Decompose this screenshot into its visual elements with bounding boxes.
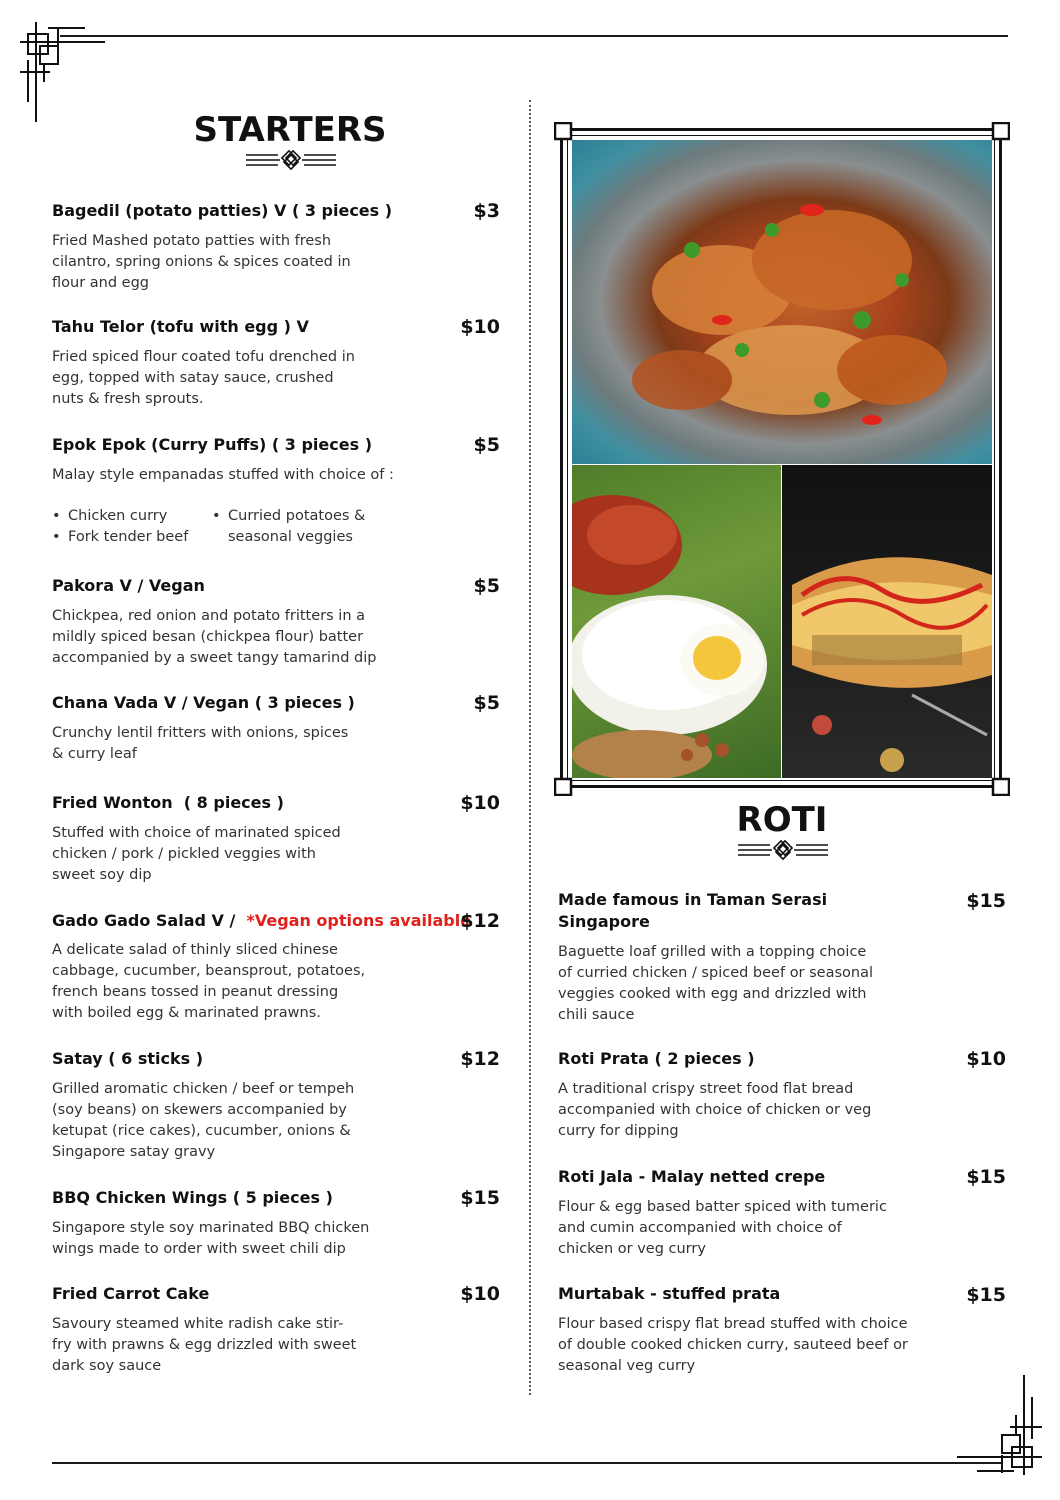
menu-item-name (52, 910, 471, 932)
menu-item-price: $15 (966, 890, 1006, 912)
menu-item-description: Baguette loaf grilled with a topping choice of curried chicken / spiced beef or seasonal veggies cooked with egg and drizzled with chili sauce (558, 944, 874, 1023)
corner-ornament-bottom-right-icon (952, 1375, 1042, 1480)
menu-item-name: Satay ( 6 sticks ) (52, 1049, 204, 1068)
menu-item-description: Malay style empanadas stuffed with choice of : (52, 467, 394, 483)
menu-item-price: $12 (460, 1048, 500, 1070)
menu-item-name: Epok Epok (Curry Puffs) ( 3 pieces ) (52, 435, 372, 454)
list-item: • Fork tender beef (52, 527, 202, 548)
menu-item-description: Crunchy lentil fritters with onions, spices & curry leaf (52, 725, 349, 762)
menu-item-price: $15 (460, 1187, 500, 1209)
menu-item-price: $10 (460, 792, 500, 814)
menu-item-description: Flour based crispy flat bread stuffed with choice of double cooked chicken curry, sauteed beef or seasonal veg curry (558, 1316, 908, 1374)
menu-item-description: Savoury steamed white radish cake stir-fry with prawns & egg drizzled with sweet dark soy sauce (52, 1316, 357, 1374)
column-divider (529, 100, 531, 1395)
menu-item-description: Flour & egg based batter spiced with tumeric and cumin accompanied with choice of chicken or veg curry (558, 1199, 887, 1257)
menu-item-name: BBQ Chicken Wings ( 5 pieces ) (52, 1188, 333, 1207)
menu-item-description: Fried Mashed potato patties with fresh cilantro, spring onions & spices coated in flour and egg (52, 233, 351, 291)
menu-item-description: Chickpea, red onion and potato fritters in a mildly spiced besan (chickpea flour) batter accompanied by a sweet tangy tamarind dip (52, 608, 377, 666)
top-rule (60, 35, 1008, 37)
menu-item-description: Grilled aromatic chicken / beef or tempeh (soy beans) on skewers accompanied by ketupat (rice cakes), cucumber, onions & Singapore satay gravy (52, 1081, 355, 1160)
photo-chili-crab (572, 140, 992, 464)
menu-item-name: Fried Carrot Cake (52, 1284, 210, 1303)
photo-nasi-lemak (572, 465, 781, 778)
list-item: • Curried potatoes & seasonal veggies (212, 506, 372, 548)
options-list (212, 506, 372, 548)
menu-item-price: $5 (473, 434, 500, 456)
menu-item-price: $10 (460, 316, 500, 338)
menu-item-name: Fried Wonton ( 8 pieces ) (52, 793, 284, 812)
list-item: • Chicken curry (52, 506, 202, 527)
menu-item-price: $15 (966, 1166, 1006, 1188)
bottom-rule (52, 1462, 1002, 1464)
menu-item-name: Murtabak - stuffed prata (558, 1284, 781, 1303)
starters-heading: STARTERS (193, 110, 387, 150)
menu-item-description: Singapore style soy marinated BBQ chicken wings made to order with sweet chili dip (52, 1220, 370, 1257)
menu-item-price: $3 (473, 200, 500, 222)
corner-ornament-top-left-icon (20, 22, 110, 127)
menu-item-name: Chana Vada V / Vegan ( 3 pieces ) (52, 693, 355, 712)
menu-item-price: $5 (473, 575, 500, 597)
menu-item-name: Tahu Telor (tofu with egg ) V (52, 317, 309, 336)
menu-item-description: Fried spiced flour coated tofu drenched in egg, topped with satay sauce, crushed nuts & fresh sprouts. (52, 349, 355, 407)
photo-roti-john (782, 465, 992, 778)
menu-item-price: $5 (473, 692, 500, 714)
menu-item-description: A traditional crispy street food flat bread accompanied with choice of chicken or veg curry for dipping (558, 1081, 872, 1139)
menu-item-name: Roti Jala - Malay netted crepe (558, 1167, 826, 1186)
menu-item-name: Made famous in Taman Serasi Singapore (558, 890, 828, 931)
menu-item-description: Stuffed with choice of marinated spiced chicken / pork / pickled veggies with sweet soy dip (52, 825, 341, 883)
heading-ornament-icon (738, 838, 828, 862)
options-list (52, 506, 202, 548)
menu-item-price: $15 (966, 1284, 1006, 1306)
menu-item-description: A delicate salad of thinly sliced chinese cabbage, cucumber, beansprout, potatoes, french beans tossed in peanut dressing with boiled egg & marinated prawns. (52, 942, 366, 1021)
menu-item-name: Bagedil (potato patties) V ( 3 pieces ) (52, 201, 393, 220)
item-name-text: Gado Gado Salad V / (52, 911, 241, 930)
menu-item-name: Pakora V / Vegan (52, 576, 205, 595)
menu-item-price: $10 (460, 1283, 500, 1305)
menu-item-price: $12 (460, 910, 500, 932)
menu-item-price: $10 (966, 1048, 1006, 1070)
roti-heading: ROTI (736, 800, 828, 840)
menu-item-name: Roti Prata ( 2 pieces ) (558, 1049, 755, 1068)
heading-ornament-icon (246, 148, 336, 172)
vegan-note: *Vegan options available (246, 911, 472, 930)
